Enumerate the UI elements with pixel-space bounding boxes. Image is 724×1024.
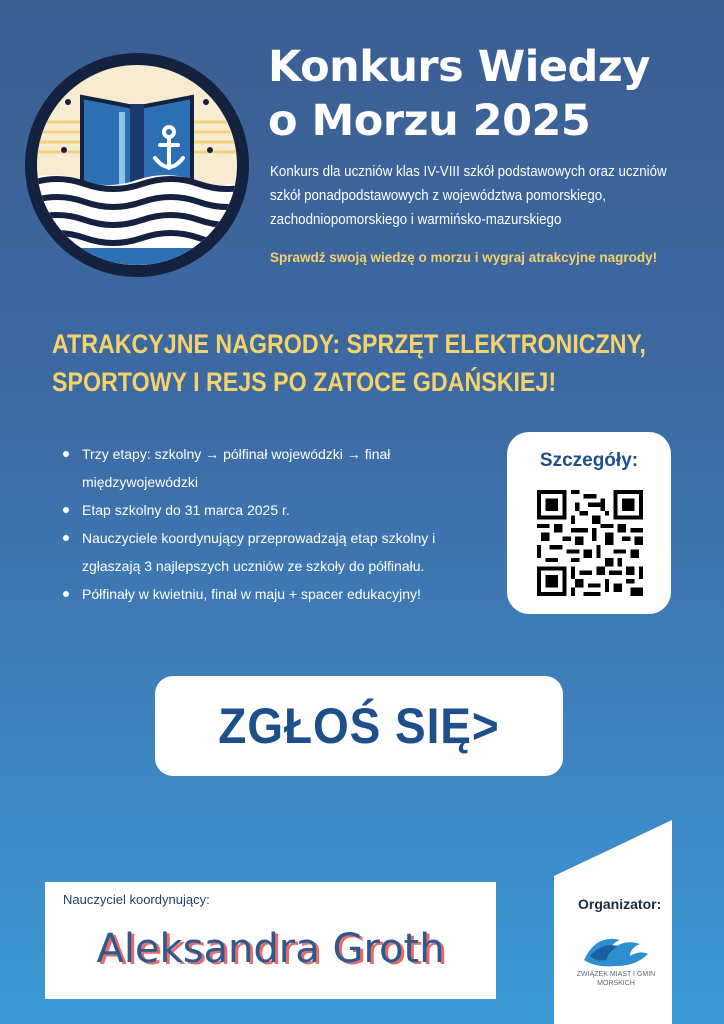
page-title	[268, 40, 708, 148]
wave-logo-icon	[580, 930, 652, 970]
signup-button[interactable]	[155, 676, 563, 776]
details-label: Szczegóły:	[539, 450, 639, 471]
tagline: Sprawdź swoją wiedzę o morzu i wygraj atrakcyjne nagrody!	[270, 250, 658, 265]
teacher-card	[45, 882, 496, 999]
title-line-1: Konkurs Wiedzy	[268, 42, 650, 92]
details-card	[507, 432, 671, 614]
organizer-name: ZWIĄZEK MIAST I GMIN MORSKICH	[576, 971, 656, 987]
book-anchor-logo-icon	[24, 52, 250, 278]
prizes-line-1: ATRAKCYJNE NAGRODY: SPRZĘT ELEKTRONICZNY,	[52, 329, 646, 359]
list-item: Trzy etapy: szkolny → półfinał wojewódzki → finał międzywojewódzki	[60, 440, 440, 496]
prizes-heading	[52, 325, 688, 401]
teacher-name: Aleksandra Groth	[96, 926, 445, 972]
list-item: Nauczyciele koordynujący przeprowadzają etap szkolny i zgłaszają 3 najlepszych uczniów ze szkoły do półfinału.	[60, 524, 440, 580]
organizer-panel	[554, 820, 672, 1024]
list-item: Półfinały w kwietniu, finał w maju + spacer edukacyjny!	[60, 580, 440, 608]
title-line-2: o Morzu 2025	[268, 96, 591, 146]
info-list	[60, 440, 440, 608]
subtitle: Konkurs dla uczniów klas IV-VIII szkół podstawowych oraz uczniów szkół ponadpodstawowych z województwa pomorskiego, zachodniopomorskiego i warmińsko-mazurskiego	[270, 164, 667, 228]
list-item: Etap szkolny do 31 marca 2025 r.	[60, 496, 440, 524]
qr-code-icon[interactable]	[537, 490, 643, 596]
organizer-label: Organizator:	[578, 896, 662, 912]
prizes-line-2: SPORTOWY I REJS PO ZATOCE GDAŃSKIEJ!	[52, 367, 557, 397]
teacher-label: Nauczyciel koordynujący:	[63, 892, 210, 907]
signup-button-label: ZGŁOŚ SIĘ>	[218, 698, 500, 754]
